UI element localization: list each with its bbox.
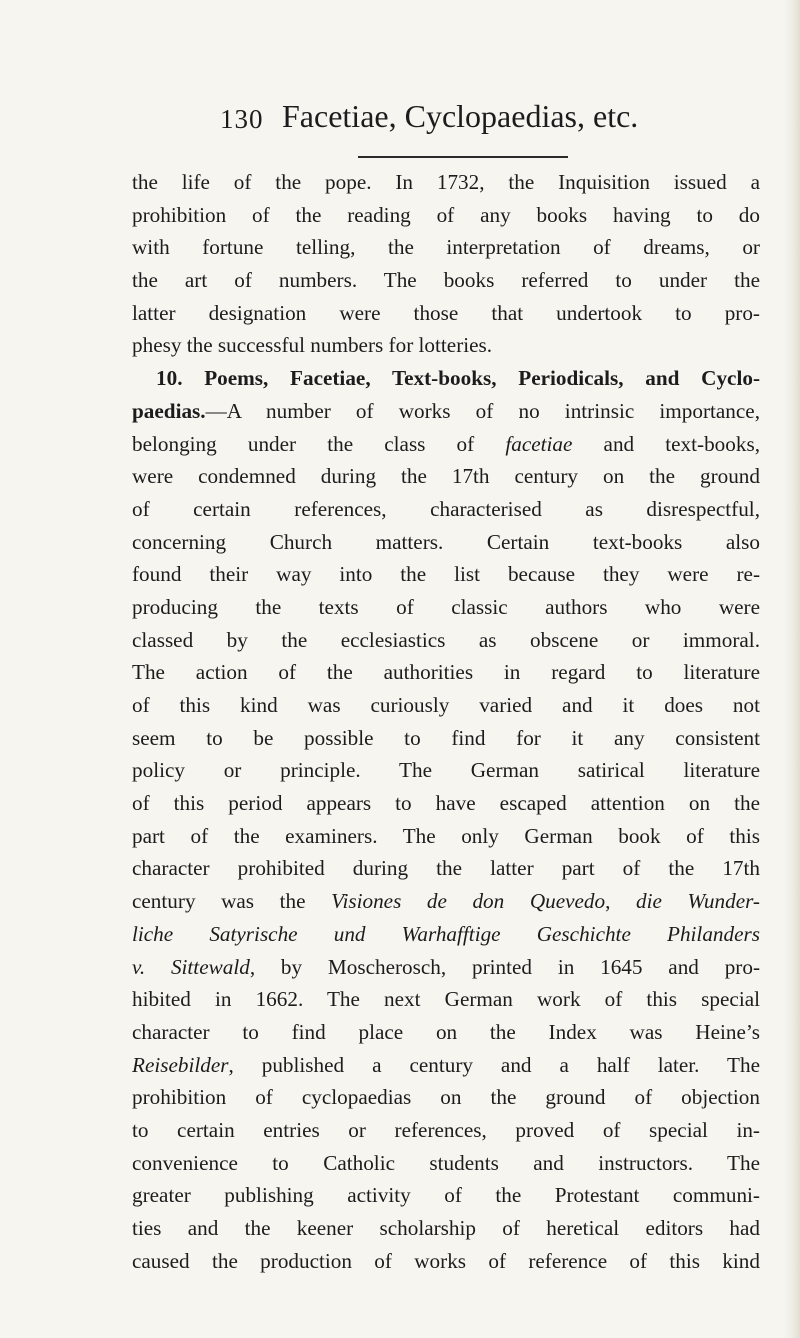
text-line: found their way into the list because they were re- bbox=[132, 562, 760, 587]
text-span: , published a century and a half later. The bbox=[228, 1052, 760, 1077]
body-text bbox=[132, 166, 760, 1277]
italic-title: Reisebilder bbox=[132, 1052, 229, 1077]
text-span: and text-books, bbox=[572, 431, 760, 456]
text-line: The action of the authorities in regard to literature bbox=[132, 660, 760, 685]
italic-term: facetiae bbox=[505, 431, 573, 456]
text-line: were condemned during the 17th century on the ground bbox=[132, 464, 760, 489]
text-line: of this period appears to have escaped attention on the bbox=[132, 791, 760, 816]
italic-title: Visiones de don Quevedo bbox=[331, 889, 606, 914]
text-line: of certain references, characterised as disrespectful, bbox=[132, 496, 760, 521]
text-line: part of the examiners. The only German book of this bbox=[132, 823, 760, 848]
section-heading: 10. Poems, Facetiae, Text-books, Periodicals, and Cyclo- bbox=[156, 366, 760, 391]
section-heading-end: paedias. bbox=[132, 398, 206, 423]
running-title: Facetiae, Cyclopaedias, etc. bbox=[282, 98, 639, 134]
text-line: seem to be possible to find for it any consistent bbox=[132, 725, 760, 750]
text-line: to certain entries or references, proved of special in- bbox=[132, 1117, 760, 1142]
text-span: century was the bbox=[132, 889, 332, 914]
text-line: ties and the keener scholarship of heretical editors had bbox=[132, 1216, 760, 1240]
text-span: —A number of works of no intrinsic importance, bbox=[205, 398, 760, 423]
running-head bbox=[220, 98, 760, 146]
text-span: , by Moscherosch, printed in 1645 and pro- bbox=[249, 954, 760, 979]
text-line bbox=[132, 1049, 760, 1082]
text-line: convenience to Catholic students and instructors. The bbox=[132, 1150, 760, 1175]
text-line bbox=[132, 885, 760, 918]
text-line: concerning Church matters. Certain text-books also bbox=[132, 529, 760, 554]
text-line: prohibition of the reading of any books having to do bbox=[132, 202, 760, 227]
italic-title: v. Sittewald bbox=[132, 954, 250, 979]
text-line: character prohibited during the latter part of the 17th bbox=[132, 856, 760, 881]
text-line: the life of the pope. In 1732, the Inquisition issued a bbox=[132, 170, 760, 194]
text-span: , bbox=[605, 889, 636, 914]
text-line: producing the texts of classic authors who were bbox=[132, 594, 760, 619]
text-line bbox=[132, 428, 760, 461]
text-line: classed by the ecclesiastics as obscene or immoral. bbox=[132, 627, 760, 652]
italic-title-line: liche Satyrische und Warhafftige Geschichte Philanders bbox=[132, 921, 760, 946]
text-line: of this kind was curiously varied and it does not bbox=[132, 693, 760, 717]
italic-title: die Wunder- bbox=[635, 889, 760, 914]
text-line: character to find place on the Index was Heine’s bbox=[132, 1019, 760, 1044]
text-line: with fortune telling, the interpretation of dreams, or bbox=[132, 235, 760, 260]
text-line bbox=[132, 395, 760, 428]
text-line: greater publishing activity of the Protestant communi- bbox=[132, 1183, 760, 1208]
text-line: hibited in 1662. The next German work of this special bbox=[132, 987, 760, 1012]
text-line: latter designation were those that undertook to pro- bbox=[132, 300, 760, 325]
text-line: policy or principle. The German satirical literature bbox=[132, 758, 760, 783]
header-rule bbox=[358, 156, 568, 158]
text-line: the art of numbers. The books referred to under the bbox=[132, 268, 760, 293]
text-line: caused the production of works of reference of this kind bbox=[132, 1248, 760, 1273]
text-line: prohibition of cyclopaedias on the ground of objection bbox=[132, 1085, 760, 1110]
page-number: 130 bbox=[220, 104, 264, 134]
page-edge-shadow bbox=[784, 0, 800, 1338]
text-span: belonging under the class of bbox=[132, 431, 506, 456]
text-line bbox=[132, 951, 760, 984]
text-line: phesy the successful numbers for lotteries. bbox=[132, 333, 493, 358]
